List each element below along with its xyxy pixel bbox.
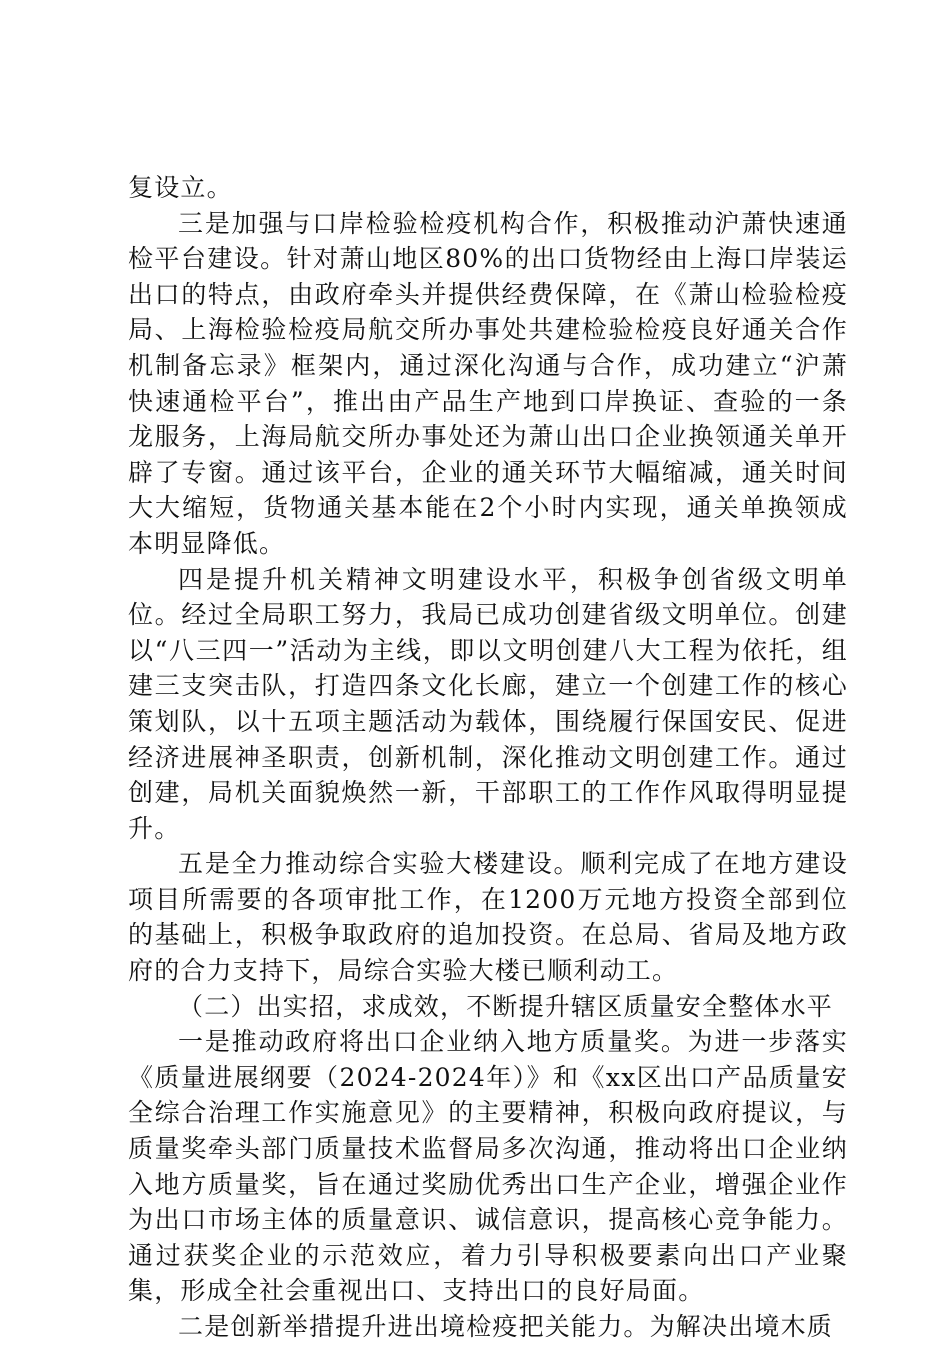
- paragraph-continuation: 复设立。: [128, 173, 233, 202]
- paragraph-quarantine-capability: 二是创新举措提升进出境检疫把关能力。为解决出境木质: [178, 1312, 834, 1341]
- paragraph-lab-building: 五是全力推动综合实验大楼建设。顺利完成了在地方建设项目所需要的各项审批工作，在1200万元地方投资全部到位的基础上，积极争取政府的追加投资。在总局、省局及地方政府的合力支持下，局综合实验大楼已顺利动工。: [128, 849, 848, 986]
- paragraph-port-cooperation: 三是加强与口岸检验检疫机构合作，积极推动沪萧快速通检平台建设。针对萧山地区80%的出口货物经由上海口岸装运出口的特点，由政府牵头并提供经费保障，在《萧山检验检疫局、上海检验检疫局航交所办事处共建检验检疫良好通关合作机制备忘录》框架内，通过深化沟通与合作，成功建立“沪萧快速通检平台”，推出由产品生产地到口岸换证、查验的一条龙服务，上海局航交所办事处还为萧山出口企业换领通关单开辟了专窗。通过该平台，企业的通关环节大幅缩减，通关时间大大缩短，货物通关基本能在2个小时内实现，通关单换领成本明显降低。: [128, 208, 848, 558]
- paragraph-quality-award: 一是推动政府将出口企业纳入地方质量奖。为进一步落实《质量进展纲要（2024-2024年）》和《xx区出口产品质量安全综合治理工作实施意见》的主要精神，积极向政府提议，与质量奖牵头部门质量技术监督局多次沟通，推动将出口企业纳入地方质量奖，旨在通过奖励优秀出口生产企业，增强企业作为出口市场主体的质量意识、诚信意识，提高核心竞争能力。通过获奖企业的示范效应，着力引导积极要素向出口产业聚集，形成全社会重视出口、支持出口的良好局面。: [128, 1027, 848, 1306]
- section-heading-quality-safety: （二）出实招，求成效，不断提升辖区质量安全整体水平: [178, 991, 834, 1021]
- document-body: [128, 170, 848, 1345]
- paragraph-civilization-building: 四是提升机关精神文明建设水平，积极争创省级文明单位。经过全局职工努力，我局已成功创建省级文明单位。创建以“八三四一”活动为主线，即以文明创建八大工程为依托，组建三支突击队，打造四条文化长廊，建立一个创建工作的核心策划队，以十五项主题活动为载体，围绕履行保国安民、促进经济进展神圣职责，创新机制，深化推动文明创建工作。通过创建，局机关面貌焕然一新，干部职工的工作作风取得明显提升。: [128, 564, 848, 843]
